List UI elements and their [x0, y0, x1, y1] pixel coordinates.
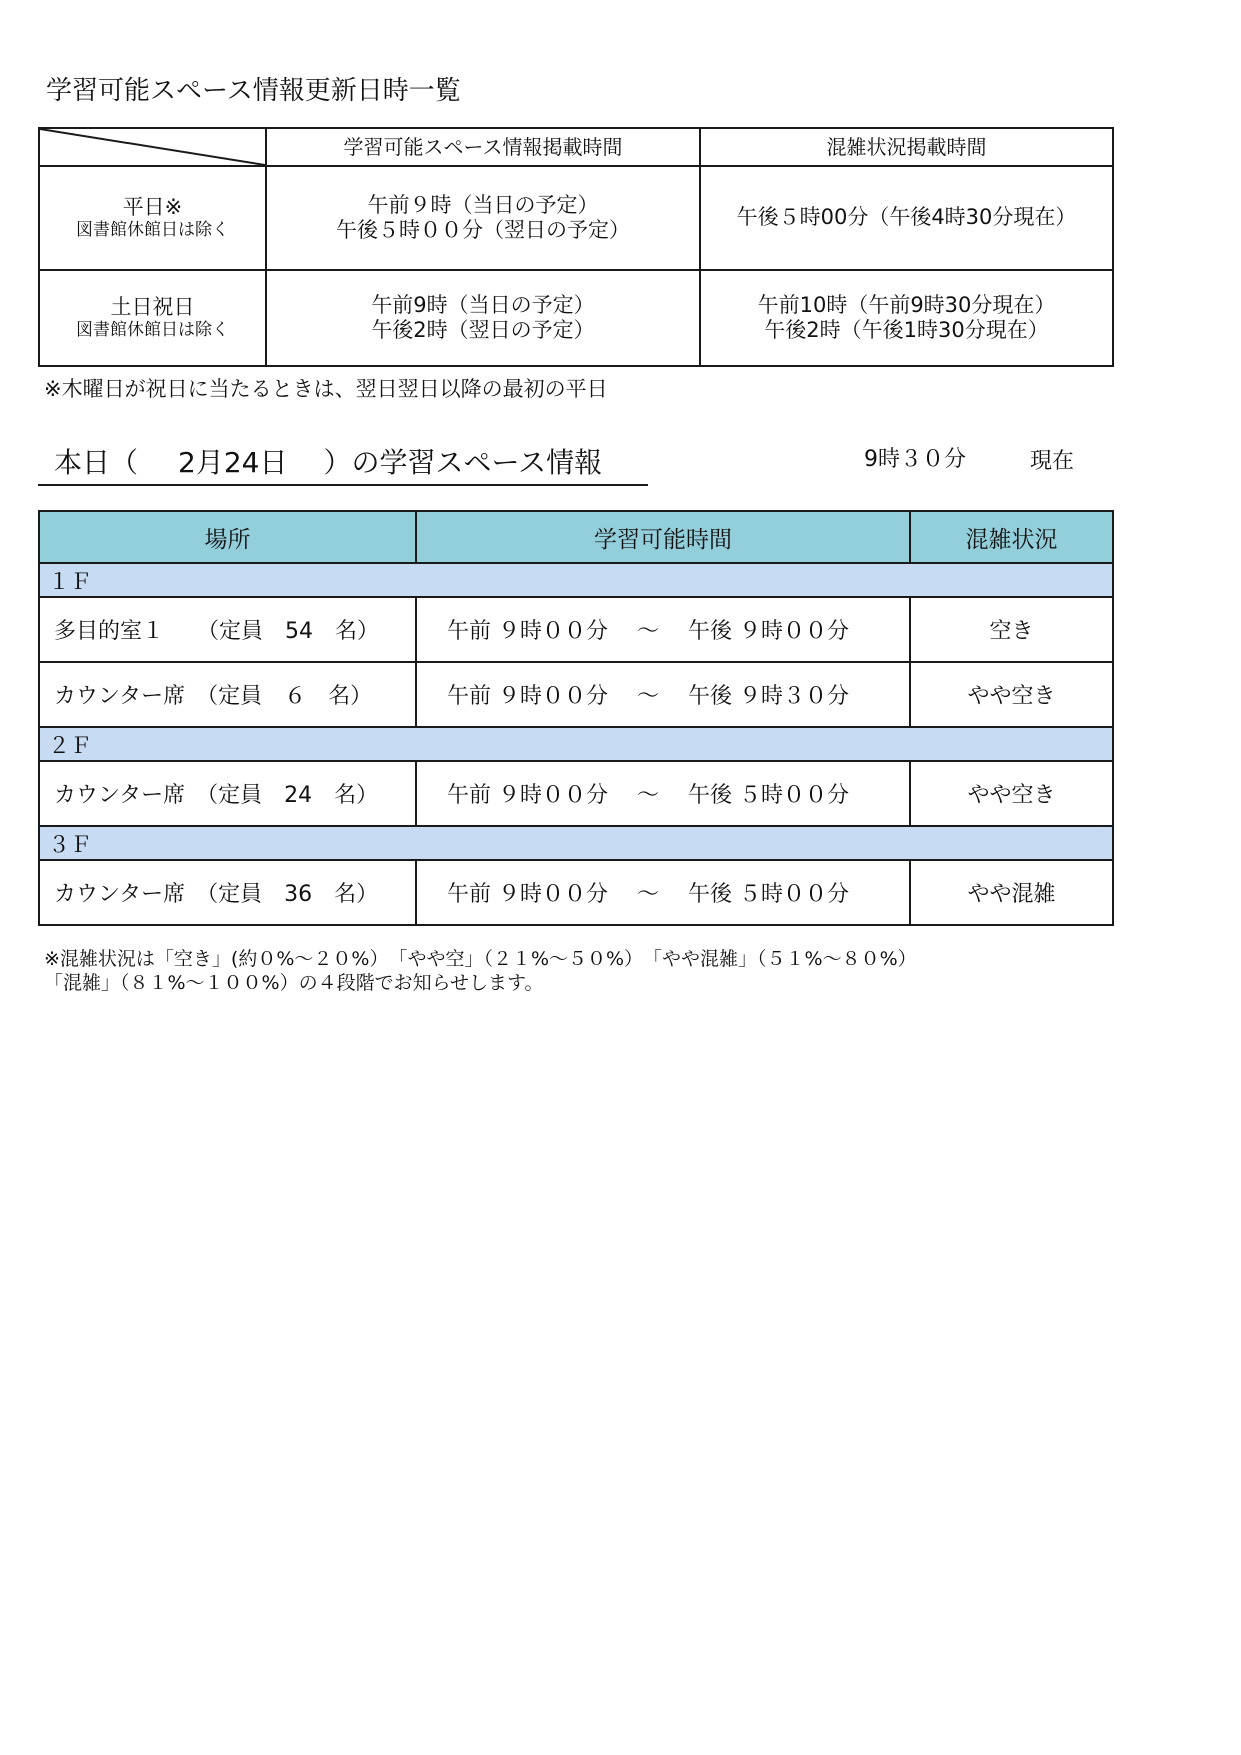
schedule-line: 午前10時（午前9時30分現在）: [757, 292, 1056, 317]
space-place: 多目的室１ （定員 54 名）: [39, 597, 416, 662]
today-underline: [38, 484, 648, 486]
schedule-line: 午後５時００分（翌日の予定）: [336, 218, 630, 242]
space-hours: 午前 ９時００分 ～ 午後 ５時００分: [416, 761, 910, 826]
schedule-label-main: 土日祝日: [110, 295, 195, 320]
space-place: カウンター席 （定員 24 名）: [39, 761, 416, 826]
space-status: やや混雑: [910, 860, 1113, 925]
schedule-congestion-time-cell: [700, 166, 1113, 270]
floor-row-1f: [39, 563, 1113, 597]
schedule-header-space-time: 学習可能スペース情報掲載時間: [266, 128, 700, 166]
space-hours: 午前 ９時００分 ～ 午後 ５時００分: [416, 860, 910, 925]
schedule-space-time-cell: [266, 270, 700, 366]
update-schedule-title: 学習可能スペース情報更新日時一覧: [46, 76, 461, 106]
floor-label: ３Ｆ: [39, 826, 1113, 860]
schedule-note: ※木曜日が祝日に当たるときは、翌日翌日以降の最初の平日: [44, 377, 608, 401]
schedule-header-congestion-time: 混雑状況掲載時間: [700, 128, 1113, 166]
schedule-row-label: [39, 166, 266, 270]
schedule-line: 午後５時00分（午後4時30分現在）: [736, 205, 1077, 230]
legend-line: 「混雑」（８１%～１００%）の４段階でお知らせします。: [44, 972, 544, 994]
schedule-line: 午前9時（当日の予定）: [371, 292, 595, 317]
schedule-row-label: [39, 270, 266, 366]
space-status: やや空き: [910, 761, 1113, 826]
schedule-space-time-cell: [266, 166, 700, 270]
legend-line: ※混雑状況は「空き」(約０%～２０%） 「やや空」（２１%～５０%） 「やや混雑」（５１%～８０%）: [44, 948, 917, 970]
today-suffix: ）の学習スペース情報: [323, 446, 603, 479]
space-row: [39, 662, 1113, 727]
space-place: カウンター席 （定員 36 名）: [39, 860, 416, 925]
today-heading: [54, 441, 602, 481]
schedule-row-holiday: [39, 270, 1113, 366]
update-schedule-table: [38, 127, 1114, 367]
space-place: カウンター席 （定員 ６ 名）: [39, 662, 416, 727]
space-header-place: 場所: [39, 511, 416, 563]
schedule-line: 午後2時（午後1時30分現在）: [764, 318, 1049, 342]
space-row: [39, 597, 1113, 662]
today-date: 2月24日: [178, 446, 288, 479]
as-of-label: 現在: [1030, 449, 1075, 474]
study-space-table: [38, 510, 1114, 926]
space-header-status: 混雑状況: [910, 511, 1113, 563]
diagonal-line: [40, 129, 265, 165]
schedule-congestion-time-cell: [700, 270, 1113, 366]
floor-label: ２Ｆ: [39, 727, 1113, 761]
congestion-legend: [44, 947, 917, 995]
schedule-row-weekday: [39, 166, 1113, 270]
floor-row-3f: [39, 826, 1113, 860]
schedule-line: 午後2時（翌日の予定）: [371, 318, 595, 342]
today-prefix: 本日（: [54, 446, 139, 479]
floor-label: １Ｆ: [39, 563, 1113, 597]
floor-row-2f: [39, 727, 1113, 761]
as-of-time: 9時３０分: [864, 447, 966, 472]
schedule-label-main: 平日※: [122, 195, 183, 220]
space-row: [39, 860, 1113, 925]
schedule-corner-cell: [39, 128, 266, 166]
space-status: 空き: [910, 597, 1113, 662]
space-hours: 午前 ９時００分 ～ 午後 ９時３０分: [416, 662, 910, 727]
schedule-label-sub: 図書館休館日は除く: [76, 220, 229, 241]
space-header-row: [39, 511, 1113, 563]
space-row: [39, 761, 1113, 826]
space-header-hours: 学習可能時間: [416, 511, 910, 563]
schedule-label-sub: 図書館休館日は除く: [76, 320, 229, 341]
space-status: やや空き: [910, 662, 1113, 727]
schedule-header-row: [39, 128, 1113, 166]
space-hours: 午前 ９時００分 ～ 午後 ９時００分: [416, 597, 910, 662]
schedule-line: 午前９時（当日の予定）: [367, 192, 599, 217]
